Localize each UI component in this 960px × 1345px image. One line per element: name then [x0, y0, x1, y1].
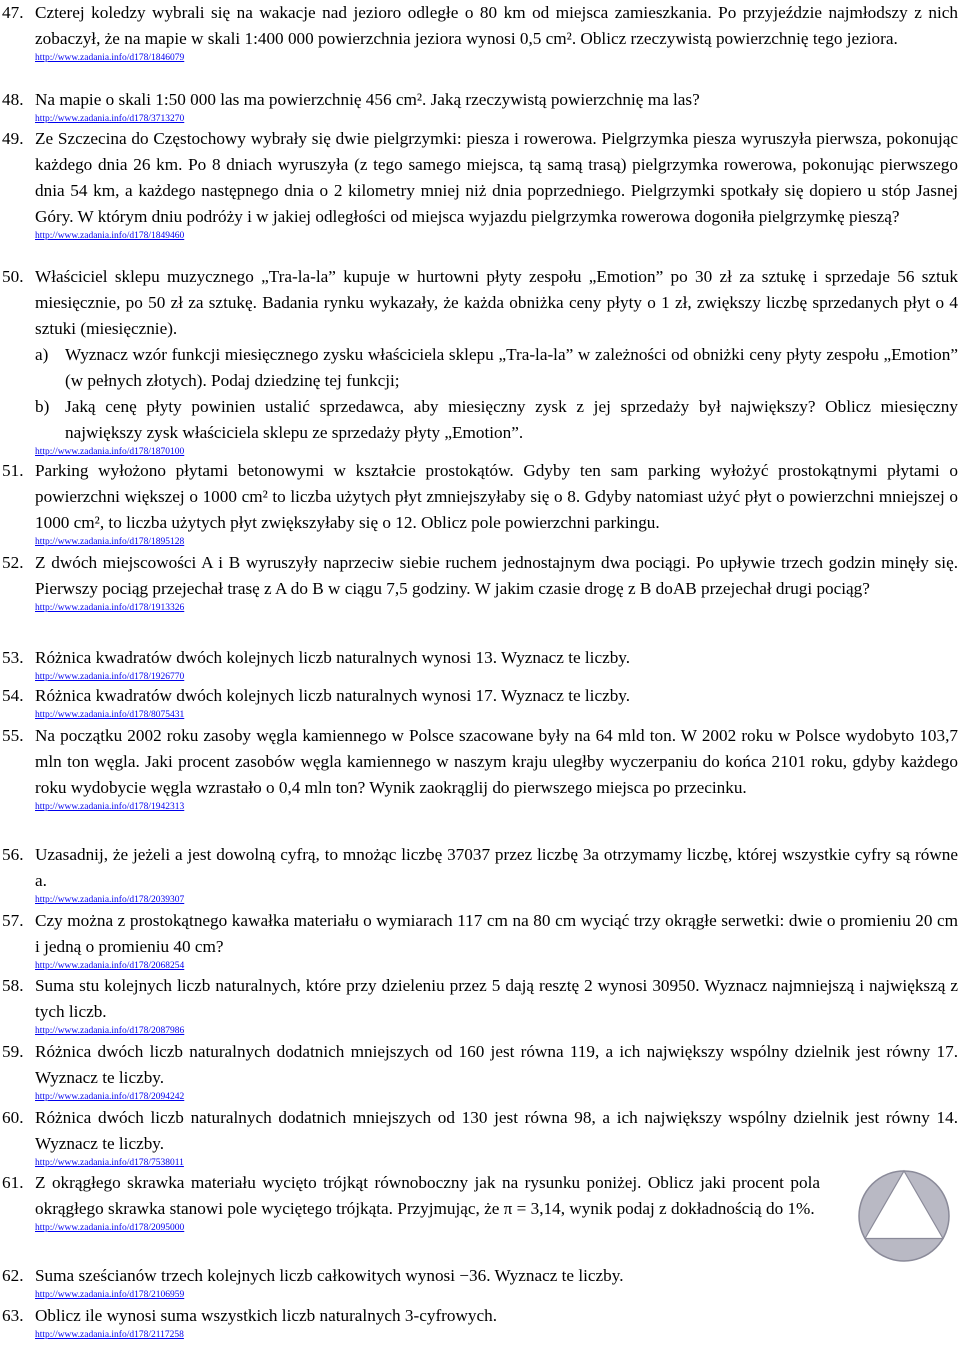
problem-text: Oblicz ile wynosi suma wszystkich liczb naturalnych 3-cyfrowych. — [35, 1306, 498, 1325]
circle-triangle-figure — [856, 1168, 952, 1264]
problem-link[interactable]: http://www.zadania.info/d178/1926770 — [35, 672, 185, 682]
subquestion-a — [35, 342, 958, 394]
subquestion-label: b) — [35, 397, 50, 416]
problem-number: 53. — [2, 648, 24, 667]
problem-number: 49. — [2, 129, 24, 148]
problem-number: 57. — [2, 911, 24, 930]
problem-number: 63. — [2, 1306, 24, 1325]
problem-text: Różnica dwóch liczb naturalnych dodatnich mniejszych od 160 jest równa 119, a ich największy wspólny dzielnik jest równy 17. Wyznacz te liczby. — [35, 1042, 958, 1087]
subquestion-text: Jaką cenę płyty powinien ustalić sprzedawca, aby miesięczny zysk z jej sprzedaży był największy? Oblicz miesięczny największy zysk właściciela sklepu ze sprzedaży płyty „Emotion”. — [65, 397, 958, 442]
problem-text: Różnica kwadratów dwóch kolejnych liczb naturalnych wynosi 17. Wyznacz te liczby. — [35, 686, 631, 705]
problem-number: 54. — [2, 686, 24, 705]
problem-text: Czterej koledzy wybrali się na wakacje nad jezioro odległe o 80 km od miejsca zamieszkania. Po przyjeździe najmłodszy z nich zobaczył, że na mapie w skali 1:400 000 powierzchnia jeziora wynosi 0,5 cm². Oblicz rzeczywistą powierzchnię tego jeziora. — [35, 3, 958, 48]
subquestion-text: Wyznacz wzór funkcji miesięcznego zysku właściciela sklepu „Tra-la-la” w zależności od obniżki ceny płyty zespołu „Emotion” (w pełnych złotych). Podaj dziedzinę tej funkcji; — [65, 345, 958, 390]
problem-link[interactable]: http://www.zadania.info/d178/2095000 — [35, 1223, 185, 1233]
problem-text: Z dwóch miejscowości A i B wyruszyły naprzeciw siebie ruchem jednostajnym dwa pociągi. Po upływie trzech godzin minęły się. Pierwszy pociąg przejechał trasę z A do B w ciągu 7,5 godziny. W jakim czasie drogę z B doAB przejechał drugi pociąg? — [35, 553, 958, 598]
problem-text: Różnica kwadratów dwóch kolejnych liczb naturalnych wynosi 13. Wyznacz te liczby. — [35, 648, 631, 667]
problem-text: Na początku 2002 roku zasoby węgla kamiennego w Polsce szacowane były na 64 mld ton. W 2002 roku w Polsce wydobyto 103,7 mln ton węgla. Jaki procent zasobów węgla kamiennego w naszym kraju uległby wyczerpaniu do końca 2101 roku, gdyby każdego roku wydobycie węgla wzrastało o 0,4 mln ton? Wynik zaokrąglij do pierwszego miejsca po przecinku. — [35, 726, 958, 797]
problem-link[interactable]: http://www.zadania.info/d178/1913326 — [35, 603, 185, 613]
problem-text: Parking wyłożono płytami betonowymi w kształcie prostokątów. Gdyby ten sam parking wyłożyć prostokątnymi płytami o powierzchni większej o 1000 cm² to liczba użytych płyt zmniejszyłaby się o 8. Gdyby natomiast użyć płyt o powierzchni mniejszej o 1000 cm², to liczba użytych płyt zwiększyłaby się o 12. Oblicz pole powierzchni parkingu. — [35, 461, 958, 532]
problem-number: 48. — [2, 90, 24, 109]
problem-number: 51. — [2, 461, 24, 480]
problem-text: Suma stu kolejnych liczb naturalnych, które przy dzieleniu przez 5 dają resztę 2 wynosi 30950. Wyznacz najmniejszą i największą z tych liczb. — [35, 976, 958, 1021]
subquestion-label: a) — [35, 345, 49, 364]
problem-number: 62. — [2, 1266, 24, 1285]
problem-text: Suma sześcianów trzech kolejnych liczb całkowitych wynosi −36. Wyznacz te liczby. — [35, 1266, 624, 1285]
problem-text: Na mapie o skali 1:50 000 las ma powierzchnię 456 cm². Jaką rzeczywistą powierzchnię ma las? — [35, 90, 700, 109]
problem-number: 61. — [2, 1173, 24, 1192]
problem-link[interactable]: http://www.zadania.info/d178/2039307 — [35, 895, 185, 905]
problem-number: 58. — [2, 976, 24, 995]
problem-text: Z okrągłego skrawka materiału wycięto trójkąt równoboczny jak na rysunku poniżej. Oblicz jaki procent pola okrągłego skrawka stanowi pole wyciętego trójkąta. Przyjmując, że π = 3,14, wynik podaj z dokładnością do 1%. — [35, 1173, 820, 1218]
problem-link[interactable]: http://www.zadania.info/d178/2087986 — [35, 1026, 185, 1036]
problem-link[interactable]: http://www.zadania.info/d178/1870100 — [35, 447, 185, 457]
problem-number: 60. — [2, 1108, 24, 1127]
problem-link[interactable]: http://www.zadania.info/d178/2094242 — [35, 1092, 185, 1102]
problem-link[interactable]: http://www.zadania.info/d178/1942313 — [35, 802, 185, 812]
problem-link[interactable]: http://www.zadania.info/d178/2117258 — [35, 1330, 184, 1340]
problem-number: 47. — [2, 3, 24, 22]
problem-link[interactable]: http://www.zadania.info/d178/7538011 — [35, 1158, 184, 1168]
problem-link[interactable]: http://www.zadania.info/d178/1846079 — [35, 53, 185, 63]
problem-link[interactable]: http://www.zadania.info/d178/2106959 — [35, 1290, 185, 1300]
problem-link[interactable]: http://www.zadania.info/d178/3713270 — [35, 114, 185, 124]
problem-link[interactable]: http://www.zadania.info/d178/1895128 — [35, 537, 185, 547]
problem-number: 59. — [2, 1042, 24, 1061]
problem-number: 50. — [2, 267, 24, 286]
problem-link[interactable]: http://www.zadania.info/d178/8075431 — [35, 710, 185, 720]
problem-text: Ze Szczecina do Częstochowy wybrały się dwie pielgrzymki: piesza i rowerowa. Pielgrzymka piesza wyruszyła pierwsza, pokonując każdego dnia 26 km. Po 8 dniach wyruszyła (z tego samego miejsca, tą samą trasą) pielgrzymka rowerowa, pokonując pierwszego dnia 54 km, a każdego następnego dnia o 2 kilometry mniej niż dnia poprzedniego. Pielgrzymki spotkały się dopiero u stóp Jasnej Góry. W którym dniu podróży i w jakiej odległości od miejsca wyjazdu pielgrzymka rowerowa dogoniła pielgrzymkę pieszą? — [35, 129, 958, 226]
problem-number: 56. — [2, 845, 24, 864]
problem-link[interactable]: http://www.zadania.info/d178/1849460 — [35, 231, 185, 241]
problem-text: Właściciel sklepu muzycznego „Tra-la-la” kupuje w hurtowni płyty zespołu „Emotion” po 30 zł za sztukę i sprzedaje 56 sztuk miesięcznie, po 50 zł za sztukę. Badania rynku wykazały, że każda obniżka ceny płyty o 1 zł, zwiększy liczbę sprzedanych płyt o 4 sztuki (miesięcznie). — [35, 267, 958, 338]
problem-link[interactable]: http://www.zadania.info/d178/2068254 — [35, 961, 185, 971]
problem-text: Czy można z prostokątnego kawałka materiału o wymiarach 117 cm na 80 cm wyciąć trzy okrągłe serwetki: dwie o promieniu 20 cm i jedną o promieniu 40 cm? — [35, 911, 958, 956]
problem-number: 52. — [2, 553, 24, 572]
problem-text: Uzasadnij, że jeżeli a jest dowolną cyfrą, to mnożąc liczbę 37037 przez liczbę 3a otrzymamy liczbę, której wszystkie cyfry są równe a. — [35, 845, 958, 890]
subquestion-b — [35, 394, 958, 446]
problem-number: 55. — [2, 726, 24, 745]
problem-text: Różnica dwóch liczb naturalnych dodatnich mniejszych od 130 jest równa 98, a ich największy wspólny dzielnik jest równy 14. Wyznacz te liczby. — [35, 1108, 958, 1153]
